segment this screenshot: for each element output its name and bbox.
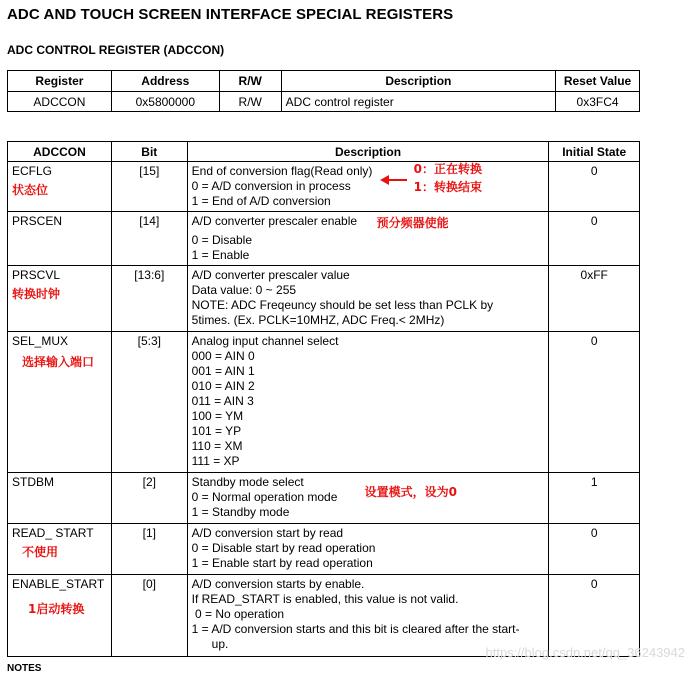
field-bit: [5:3] [111, 332, 187, 473]
description-line: NOTE: ADC Freqeuncy should be set less than PCLK by [191, 298, 494, 312]
field-description-cell [187, 212, 549, 266]
field-initial-state: 0 [549, 212, 640, 266]
description-line: 101 = YP [191, 424, 242, 438]
field-annotation: 选择输入端口 [22, 355, 95, 369]
header-address: Address [111, 71, 219, 92]
header-bit: Bit [111, 142, 187, 162]
description-line: 0 = Normal operation mode [191, 490, 338, 504]
field-description-cell [187, 332, 549, 473]
description-line: 1 = Standby mode [191, 505, 290, 519]
description-line: A/D converter prescaler enable [191, 214, 358, 228]
table-row [8, 266, 640, 332]
description-line: 5times. (Ex. PCLK=10MHZ, ADC Freq.< 2MHz) [191, 313, 445, 327]
field-description [192, 164, 545, 209]
description-line: 010 = AIN 2 [191, 379, 255, 393]
watermark: https://blog.csdn.net/qq_36243942 [485, 645, 685, 660]
description-line: 111 = XP [191, 454, 240, 468]
header-register: Register [8, 71, 112, 92]
field-bit: [1] [111, 524, 187, 575]
field-name-cell [8, 473, 112, 524]
field-annotation: 不使用 [22, 545, 59, 559]
field-description-cell [187, 162, 549, 212]
description-line: 0 = Disable start by read operation [191, 541, 376, 555]
table-row [8, 332, 640, 473]
cell-register: ADCCON [8, 92, 112, 112]
description-line: 001 = AIN 1 [191, 364, 255, 378]
field-annotation: 状态位 [12, 183, 49, 197]
description-annotation: 1：转换结束 [413, 180, 482, 194]
header-adccon: ADCCON [8, 142, 112, 162]
header-reset-value: Reset Value [556, 71, 640, 92]
description-line: A/D converter prescaler value [191, 268, 350, 282]
field-name-cell [8, 162, 112, 212]
description-line: Standby mode select [191, 475, 304, 489]
bits-table-header-row [8, 142, 640, 162]
register-table-header-row [8, 71, 640, 92]
description-line: up. [211, 637, 229, 651]
header-description: Description [281, 71, 555, 92]
register-heading: ADC CONTROL REGISTER (ADCCON) [7, 43, 225, 57]
register-summary-table [7, 70, 640, 112]
notes-heading: NOTES [7, 663, 42, 674]
table-row [8, 524, 640, 575]
field-bit: [14] [111, 212, 187, 266]
description-line: 1 = End of A/D conversion [191, 194, 331, 208]
description-line: If READ_START is enabled, this value is not valid. [191, 592, 459, 606]
field-name: SEL_MUX [12, 334, 69, 348]
description-line: End of conversion flag(Read only) [191, 164, 373, 178]
field-name: ECFLG [12, 164, 53, 178]
description-line: 0 = A/D conversion in process [191, 179, 351, 193]
field-bit: [0] [111, 575, 187, 657]
field-name-cell [8, 332, 112, 473]
field-initial-state: 0xFF [549, 266, 640, 332]
description-line: 110 = XM [191, 439, 243, 453]
bit-fields-table [7, 141, 640, 657]
table-row [8, 473, 640, 524]
field-description [192, 334, 545, 469]
field-name-cell [8, 212, 112, 266]
header-rw: R/W [219, 71, 281, 92]
description-line: A/D conversion start by read [191, 526, 344, 540]
field-annotation: 1启动转换 [28, 602, 85, 616]
field-description [192, 577, 545, 652]
field-description [192, 526, 545, 571]
cell-address: 0x5800000 [111, 92, 219, 112]
field-name-cell [8, 524, 112, 575]
description-line: 0 = No operation [191, 607, 285, 621]
header-description: Description [187, 142, 549, 162]
cell-description: ADC control register [281, 92, 555, 112]
description-line: 1 = Enable [191, 248, 250, 262]
description-line: 000 = AIN 0 [191, 349, 255, 363]
table-row [8, 162, 640, 212]
description-line: 011 = AIN 3 [191, 394, 254, 408]
field-description-cell [187, 524, 549, 575]
field-description [192, 214, 545, 263]
field-bit: [2] [111, 473, 187, 524]
description-line: Data value: 0 ~ 255 [191, 283, 297, 297]
description-line: A/D conversion starts by enable. [191, 577, 365, 591]
field-initial-state: 0 [549, 575, 640, 657]
header-initial-state: Initial State [549, 142, 640, 162]
register-table-row [8, 92, 640, 112]
field-initial-state: 0 [549, 332, 640, 473]
description-line: 100 = YM [191, 409, 244, 423]
field-initial-state: 0 [549, 524, 640, 575]
description-line: 1 = A/D conversion starts and this bit is cleared after the start- [191, 622, 520, 636]
field-name: PRSCEN [12, 214, 63, 228]
field-annotation: 转换时钟 [12, 287, 61, 301]
description-annotation: 预分频器使能 [376, 216, 449, 230]
field-name: READ_ START [12, 526, 94, 540]
description-line: 1 = Enable start by read operation [191, 556, 373, 570]
field-description [192, 268, 545, 328]
field-name-cell [8, 266, 112, 332]
table-row [8, 212, 640, 266]
field-bit: [15] [111, 162, 187, 212]
section-title: ADC AND TOUCH SCREEN INTERFACE SPECIAL REGISTERS [7, 6, 454, 23]
field-name: PRSCVL [12, 268, 61, 282]
field-bit: [13:6] [111, 266, 187, 332]
field-name-cell [8, 575, 112, 657]
description-annotation: 0：正在转换 [413, 162, 482, 176]
description-annotation: 设置模式，设为0 [364, 485, 457, 499]
field-description [192, 475, 545, 520]
arrow-left-icon [380, 175, 408, 185]
cell-reset-value: 0x3FC4 [556, 92, 640, 112]
field-name: ENABLE_START [12, 577, 105, 591]
field-initial-state: 1 [549, 473, 640, 524]
description-line: 0 = Disable [191, 233, 253, 247]
cell-rw: R/W [219, 92, 281, 112]
field-name: STDBM [12, 475, 54, 489]
field-initial-state: 0 [549, 162, 640, 212]
field-description-cell [187, 266, 549, 332]
description-line: Analog input channel select [191, 334, 339, 348]
field-description-cell [187, 473, 549, 524]
